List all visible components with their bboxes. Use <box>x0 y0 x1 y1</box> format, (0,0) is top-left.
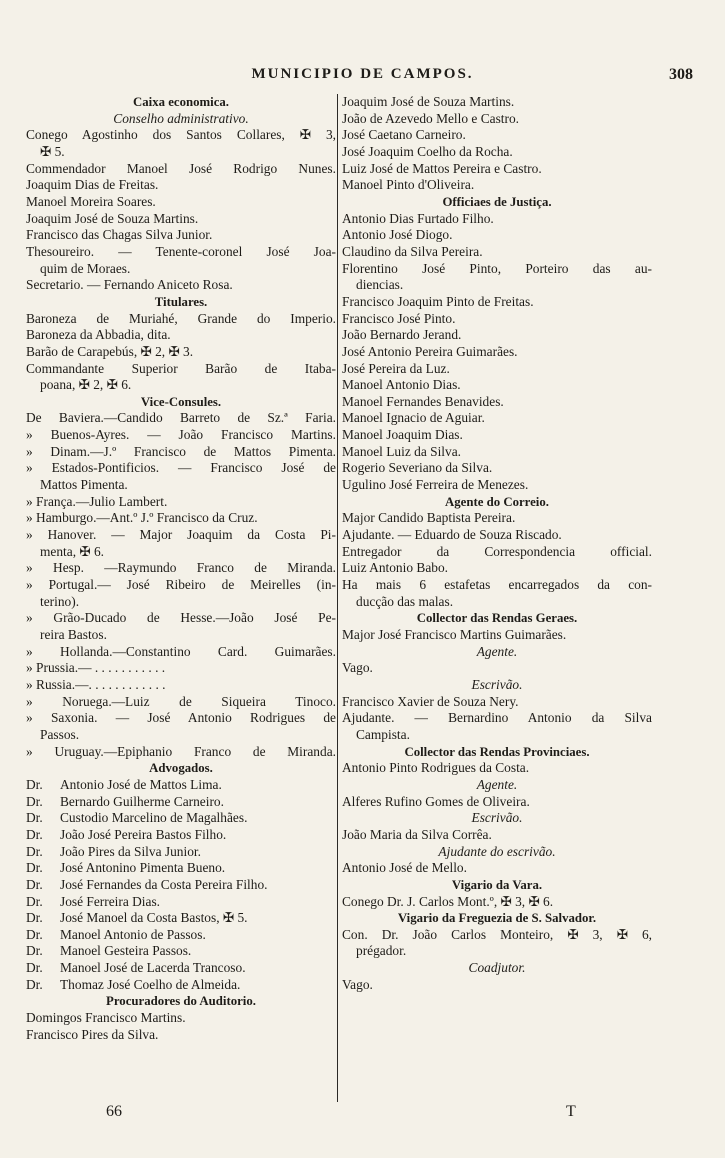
entry-line: Baroneza da Abbadia, dita. <box>26 327 171 343</box>
title-label: Dr. <box>26 926 43 942</box>
entry-line: Ha mais 6 estafetas encarregados da con- <box>342 577 652 593</box>
title-label: Dr. <box>26 860 43 876</box>
entry-line: Commandante Superior Barão de Itaba- <box>26 360 336 376</box>
entry-line: José Caetano Carneiro. <box>342 127 466 143</box>
entry-line: » Hamburgo.—Ant.º J.º Francisco da Cruz. <box>26 510 258 526</box>
entry-line: Francisco Xavier de Souza Nery. <box>342 693 519 709</box>
lawyer-entry <box>26 860 336 877</box>
page-header <box>0 66 725 88</box>
column-divider <box>337 94 338 1102</box>
entry-text: Custodio Marcelino de Magalhães. <box>60 810 248 826</box>
entry-line: Thesoureiro. — Tenente-coronel José Joa- <box>26 243 336 259</box>
title-label: Dr. <box>26 776 43 792</box>
entry-line: » Russia.—. . . . . . . . . . . . <box>26 676 166 692</box>
right-column <box>342 94 652 993</box>
role-subheading: Ajudante do escrivão. <box>438 843 556 859</box>
entry-line: João Maria da Silva Corrêa. <box>342 826 492 842</box>
entry-line: Manoel Ignacio de Aguiar. <box>342 410 485 426</box>
section-heading: Agente do Correio. <box>445 494 549 509</box>
entry-line: » Hollanda.—Constantino Card. Guimarães. <box>26 643 336 659</box>
entry-line: » Uruguay.—Epiphanio Franco de Miranda. <box>26 743 336 759</box>
entry-text: João Pires da Silva Junior. <box>60 843 201 859</box>
entry-line: » Noruega.—Luiz de Siqueira Tinoco. <box>26 693 336 709</box>
entry-line: Antonio José Diogo. <box>342 227 453 243</box>
entry-line: Major José Francisco Martins Guimarães. <box>342 627 567 642</box>
entry-line: Passos. <box>40 726 80 742</box>
entry-line: Commendador Manoel José Rodrigo Nunes. <box>26 160 336 176</box>
entry-line: Con. Dr. João Carlos Monteiro, ✠ 3, ✠ 6, <box>342 926 652 942</box>
entry-line: Ajudante. — Bernardino Antonio da Silva <box>342 710 652 726</box>
entry-text: Bernardo Guilherme Carneiro. <box>60 793 224 809</box>
entry-line: Ugulino José Ferreira de Menezes. <box>342 477 529 493</box>
role-subheading: Conselho administrativo. <box>113 110 249 126</box>
entry-line: Francisco Joaquim Pinto de Freitas. <box>342 293 534 309</box>
entry-line: Joaquim José de Souza Martins. <box>342 94 515 109</box>
entry-line: Joaquim Dias de Freitas. <box>26 177 159 193</box>
title-label: Dr. <box>26 976 43 992</box>
section-heading: Vigario da Freguezia de S. Salvador. <box>397 911 597 926</box>
entry-line: Mattos Pimenta. <box>40 477 128 493</box>
entry-line: reira Bastos. <box>40 627 107 642</box>
entry-text: José Fernandes da Costa Pereira Filho. <box>60 876 268 892</box>
entry-text: Manoel Gesteira Passos. <box>60 943 192 959</box>
entry-line: Manoel Pinto d'Oliveira. <box>342 177 475 193</box>
entry-line: ducção das malas. <box>356 593 454 609</box>
entry-line: Florentino José Pinto, Porteiro das au- <box>342 260 652 276</box>
footer-mark: T <box>566 1103 576 1120</box>
lawyer-entry <box>26 827 336 844</box>
entry-line: Domingos Francisco Martins. <box>26 1010 186 1026</box>
entry-line: ✠ 5. <box>40 143 65 159</box>
lawyer-entry <box>26 960 336 977</box>
lawyer-entry <box>26 794 336 811</box>
entry-line: » Estados-Pontificios. — Francisco José de <box>26 460 336 476</box>
entry-line: Claudino da Silva Pereira. <box>342 243 483 259</box>
entry-line: prégador. <box>356 943 407 959</box>
entry-line: Manoel Moreira Soares. <box>26 193 156 209</box>
entry-line: José Joaquim Coelho da Rocha. <box>342 143 513 159</box>
entry-line: » Buenos-Ayres. — João Francisco Martins. <box>26 427 336 443</box>
entry-line: Alferes Rufino Gomes de Oliveira. <box>342 793 530 809</box>
entry-line: João de Azevedo Mello e Castro. <box>342 110 520 126</box>
entry-line: Baroneza de Muriahé, Grande do Imperio. <box>26 310 336 326</box>
title-label: Dr. <box>26 910 43 926</box>
entry-line: José Antonio Pereira Guimarães. <box>342 343 518 359</box>
entry-line: Antonio Pinto Rodrigues da Costa. <box>342 760 530 776</box>
entry-line: poana, ✠ 2, ✠ 6. <box>40 377 132 393</box>
lawyer-entry <box>26 943 336 960</box>
title-label: Dr. <box>26 893 43 909</box>
entry-line: Vago. <box>342 660 373 676</box>
lawyer-entry <box>26 810 336 827</box>
title-label: Dr. <box>26 826 43 842</box>
entry-line: Manoel Antonio Dias. <box>342 377 461 393</box>
section-heading: Caixa economica. <box>133 95 229 109</box>
role-subheading: Escrivão. <box>471 810 523 826</box>
entry-line: diencias. <box>356 277 404 293</box>
entry-line: Manoel Fernandes Benavides. <box>342 393 504 409</box>
entry-line: Francisco das Chagas Silva Junior. <box>26 227 213 243</box>
lawyer-entry <box>26 777 336 794</box>
page-number: 308 <box>669 66 693 83</box>
entry-text: José Antonino Pimenta Bueno. <box>60 860 226 876</box>
entry-line: Luiz Antonio Babo. <box>342 560 448 576</box>
entry-line: Campista. <box>356 726 410 742</box>
entry-text: Antonio José de Mattos Lima. <box>60 776 222 792</box>
entry-line: » França.—Julio Lambert. <box>26 493 168 509</box>
entry-line: Joaquim José de Souza Martins. <box>26 210 199 226</box>
entry-line: Francisco José Pinto. <box>342 310 456 326</box>
role-subheading: Agente. <box>476 643 518 659</box>
lawyer-entry <box>26 910 336 927</box>
lawyer-entry <box>26 844 336 861</box>
entry-text: José Ferreira Dias. <box>60 893 161 909</box>
entry-line: » Grão-Ducado de Hesse.—João José Pe- <box>26 610 336 626</box>
entry-text: João José Pereira Bastos Filho. <box>60 826 227 842</box>
section-heading: Vigario da Vara. <box>451 877 543 892</box>
entry-line: Luiz José de Mattos Pereira e Castro. <box>342 160 542 176</box>
entry-line: Barão de Carapebús, ✠ 2, ✠ 3. <box>26 343 194 359</box>
entry-line: » Hesp. —Raymundo Franco de Miranda. <box>26 560 336 576</box>
section-heading: Officiaes de Justiça. <box>442 194 552 209</box>
entry-line: » Portugal.— José Ribeiro de Meirelles (in- <box>26 577 336 593</box>
entry-line: quim de Moraes. <box>40 260 131 276</box>
entry-line: Conego Dr. J. Carlos Mont.º, ✠ 3, ✠ 6. <box>342 893 554 909</box>
section-heading: Advogados. <box>149 761 213 776</box>
role-subheading: Agente. <box>476 776 518 792</box>
entry-line: Francisco Pires da Silva. <box>26 1026 159 1042</box>
role-subheading: Coadjutor. <box>468 960 526 976</box>
entry-line: menta, ✠ 6. <box>40 543 105 559</box>
section-heading: Collector das Rendas Geraes. <box>416 611 578 626</box>
entry-line: Secretario. — Fernando Aniceto Rosa. <box>26 277 233 293</box>
lawyer-entry <box>26 927 336 944</box>
section-heading: Vice-Consules. <box>140 394 222 409</box>
entry-line: Rogerio Severiano da Silva. <box>342 460 493 476</box>
role-subheading: Escrivão. <box>471 676 523 692</box>
section-heading: Procuradores do Auditorio. <box>106 994 256 1009</box>
entry-line: Antonio José de Mello. <box>342 860 467 876</box>
lawyer-entry <box>26 877 336 894</box>
page-title: MUNICIPIO DE CAMPOS. <box>251 66 474 82</box>
entry-line: Antonio Dias Furtado Filho. <box>342 210 494 226</box>
entry-line: Manoel Luiz da Silva. <box>342 443 461 459</box>
entry-line: José Pereira da Luz. <box>342 360 450 376</box>
title-label: Dr. <box>26 943 43 959</box>
title-label: Dr. <box>26 793 43 809</box>
section-heading: Titulares. <box>154 294 208 309</box>
entry-text: Manoel Antonio de Passos. <box>60 926 206 942</box>
entry-line: » Saxonia. — José Antonio Rodrigues de <box>26 710 336 726</box>
entry-text: Manoel José de Lacerda Trancoso. <box>60 960 246 976</box>
signature-mark: 66 <box>106 1103 122 1120</box>
entry-line: Major Candido Baptista Pereira. <box>342 510 516 526</box>
entry-line: Vago. <box>342 976 373 992</box>
entry-text: Thomaz José Coelho de Almeida. <box>60 976 241 992</box>
entry-line: De Baviera.—Candido Barreto de Sz.ª Faria. <box>26 410 336 426</box>
entry-line: Manoel Joaquim Dias. <box>342 427 463 443</box>
left-column <box>26 94 336 1043</box>
entry-line: Conego Agostinho dos Santos Collares, ✠ 3, <box>26 127 336 143</box>
entry-line: João Bernardo Jerand. <box>342 327 462 343</box>
lawyer-entry <box>26 977 336 994</box>
entry-line: terino). <box>40 593 80 609</box>
entry-text: José Manoel da Costa Bastos, ✠ 5. <box>60 910 248 926</box>
entry-line: » Prussia.— . . . . . . . . . . . <box>26 660 166 676</box>
entry-line: » Hanover. — Major Joaquim da Costa Pi- <box>26 527 336 543</box>
section-heading: Collector das Rendas Provinciaes. <box>404 744 590 759</box>
entry-line: Ajudante. — Eduardo de Souza Riscado. <box>342 527 562 543</box>
lawyer-entry <box>26 894 336 911</box>
title-label: Dr. <box>26 810 43 826</box>
title-label: Dr. <box>26 876 43 892</box>
entry-line: » Dinam.—J.º Francisco de Mattos Pimenta. <box>26 443 336 459</box>
title-label: Dr. <box>26 843 43 859</box>
entry-line: Entregador da Correspondencia official. <box>342 543 652 559</box>
title-label: Dr. <box>26 960 43 976</box>
